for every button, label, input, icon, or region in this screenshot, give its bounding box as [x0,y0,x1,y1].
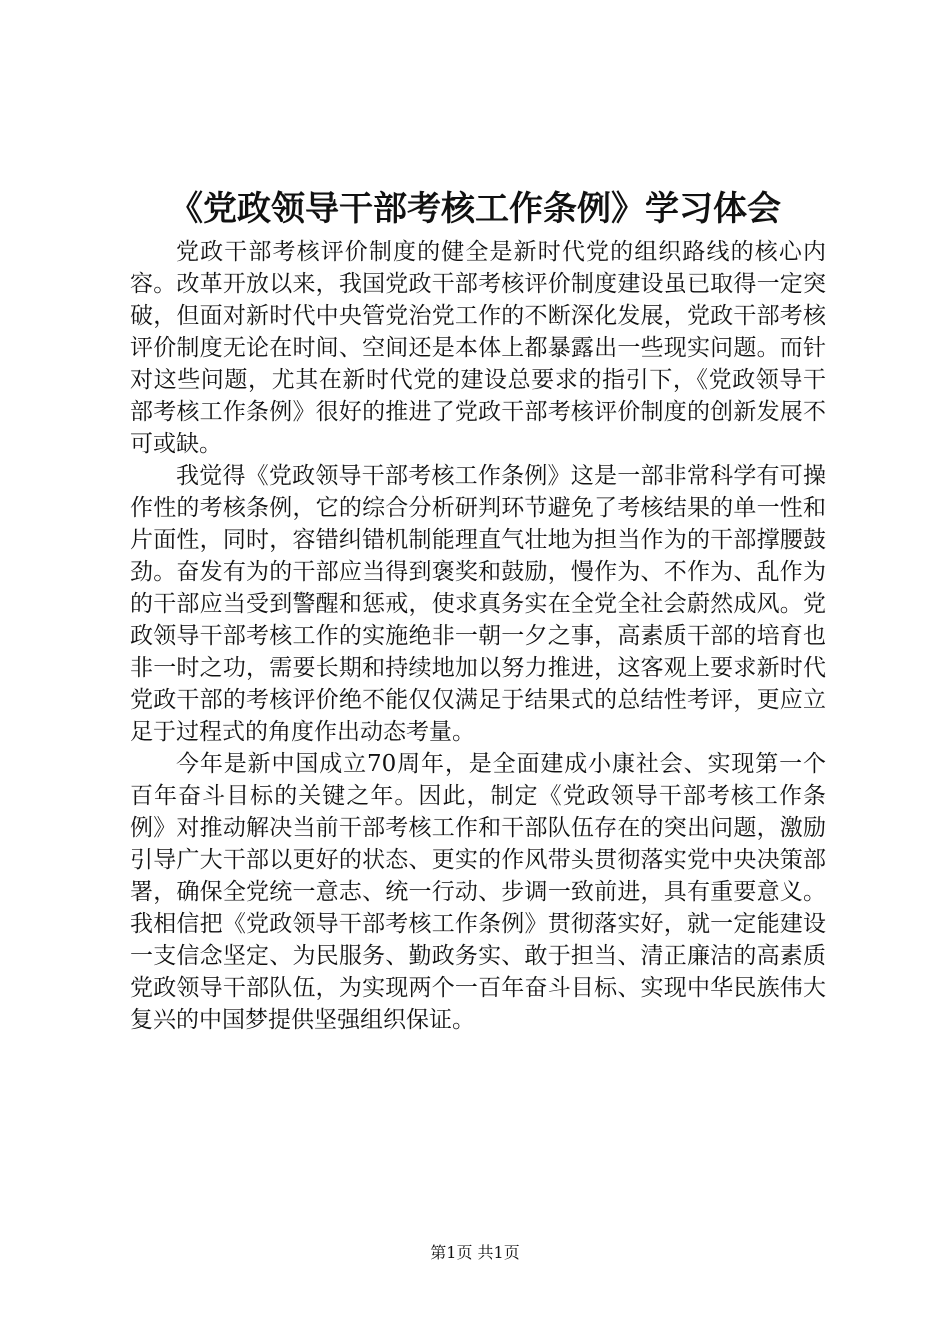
paragraph-1: 党政干部考核评价制度的健全是新时代党的组织路线的核心内容。改革开放以来，我国党政干部考核评价制度建设虽已取得一定突破，但面对新时代中央管党治党工作的不断深化发展，党政干部考核评价制度无论在时间、空间还是本体上都暴露出一些现实问题。而针对这些问题，尤其在新时代党的建设总要求的指引下，《党政领导干部考核工作条例》很好的推进了党政干部考核评价制度的创新发展不可或缺。 [130,239,826,457]
document-body [130,236,826,1036]
paragraph-2: 我觉得《党政领导干部考核工作条例》这是一部非常科学有可操作性的考核条例，它的综合分析研判环节避免了考核结果的单一性和片面性，同时，容错纠错机制能理直气壮地为担当作为的干部撑腰鼓劲。奋发有为的干部应当得到褒奖和鼓励，慢作为、不作为、乱作为的干部应当受到警醒和惩戒，使求真务实在全党全社会蔚然成风。党政领导干部考核工作的实施绝非一朝一夕之事，高素质干部的培育也非一时之功，需要长期和持续地加以努力推进，这客观上要求新时代党政干部的考核评价绝不能仅仅满足于结果式的总结性考评，更应立足于过程式的角度作出动态考量。 [130,463,826,745]
page-footer: 第1页 共1页 [430,1243,520,1262]
paragraph-3: 今年是新中国成立70周年，是全面建成小康社会、实现第一个百年奋斗目标的关键之年。因此，制定《党政领导干部考核工作条例》对推动解决当前干部考核工作和干部队伍存在的突出问题，激励引导广大干部以更好的状态、更实的作风带头贯彻落实党中央决策部署，确保全党统一意志、统一行动、步调一致前进，具有重要意义。我相信把《党政领导干部考核工作条例》贯彻落实好，就一定能建设一支信念坚定、为民服务、勤政务实、敢于担当、清正廉洁的高素质党政领导干部队伍，为实现两个一百年奋斗目标、实现中华民族伟大复兴的中国梦提供坚强组织保证。 [130,751,826,1033]
document-title: 《党政领导干部考核工作条例》学习体会 [169,189,781,229]
